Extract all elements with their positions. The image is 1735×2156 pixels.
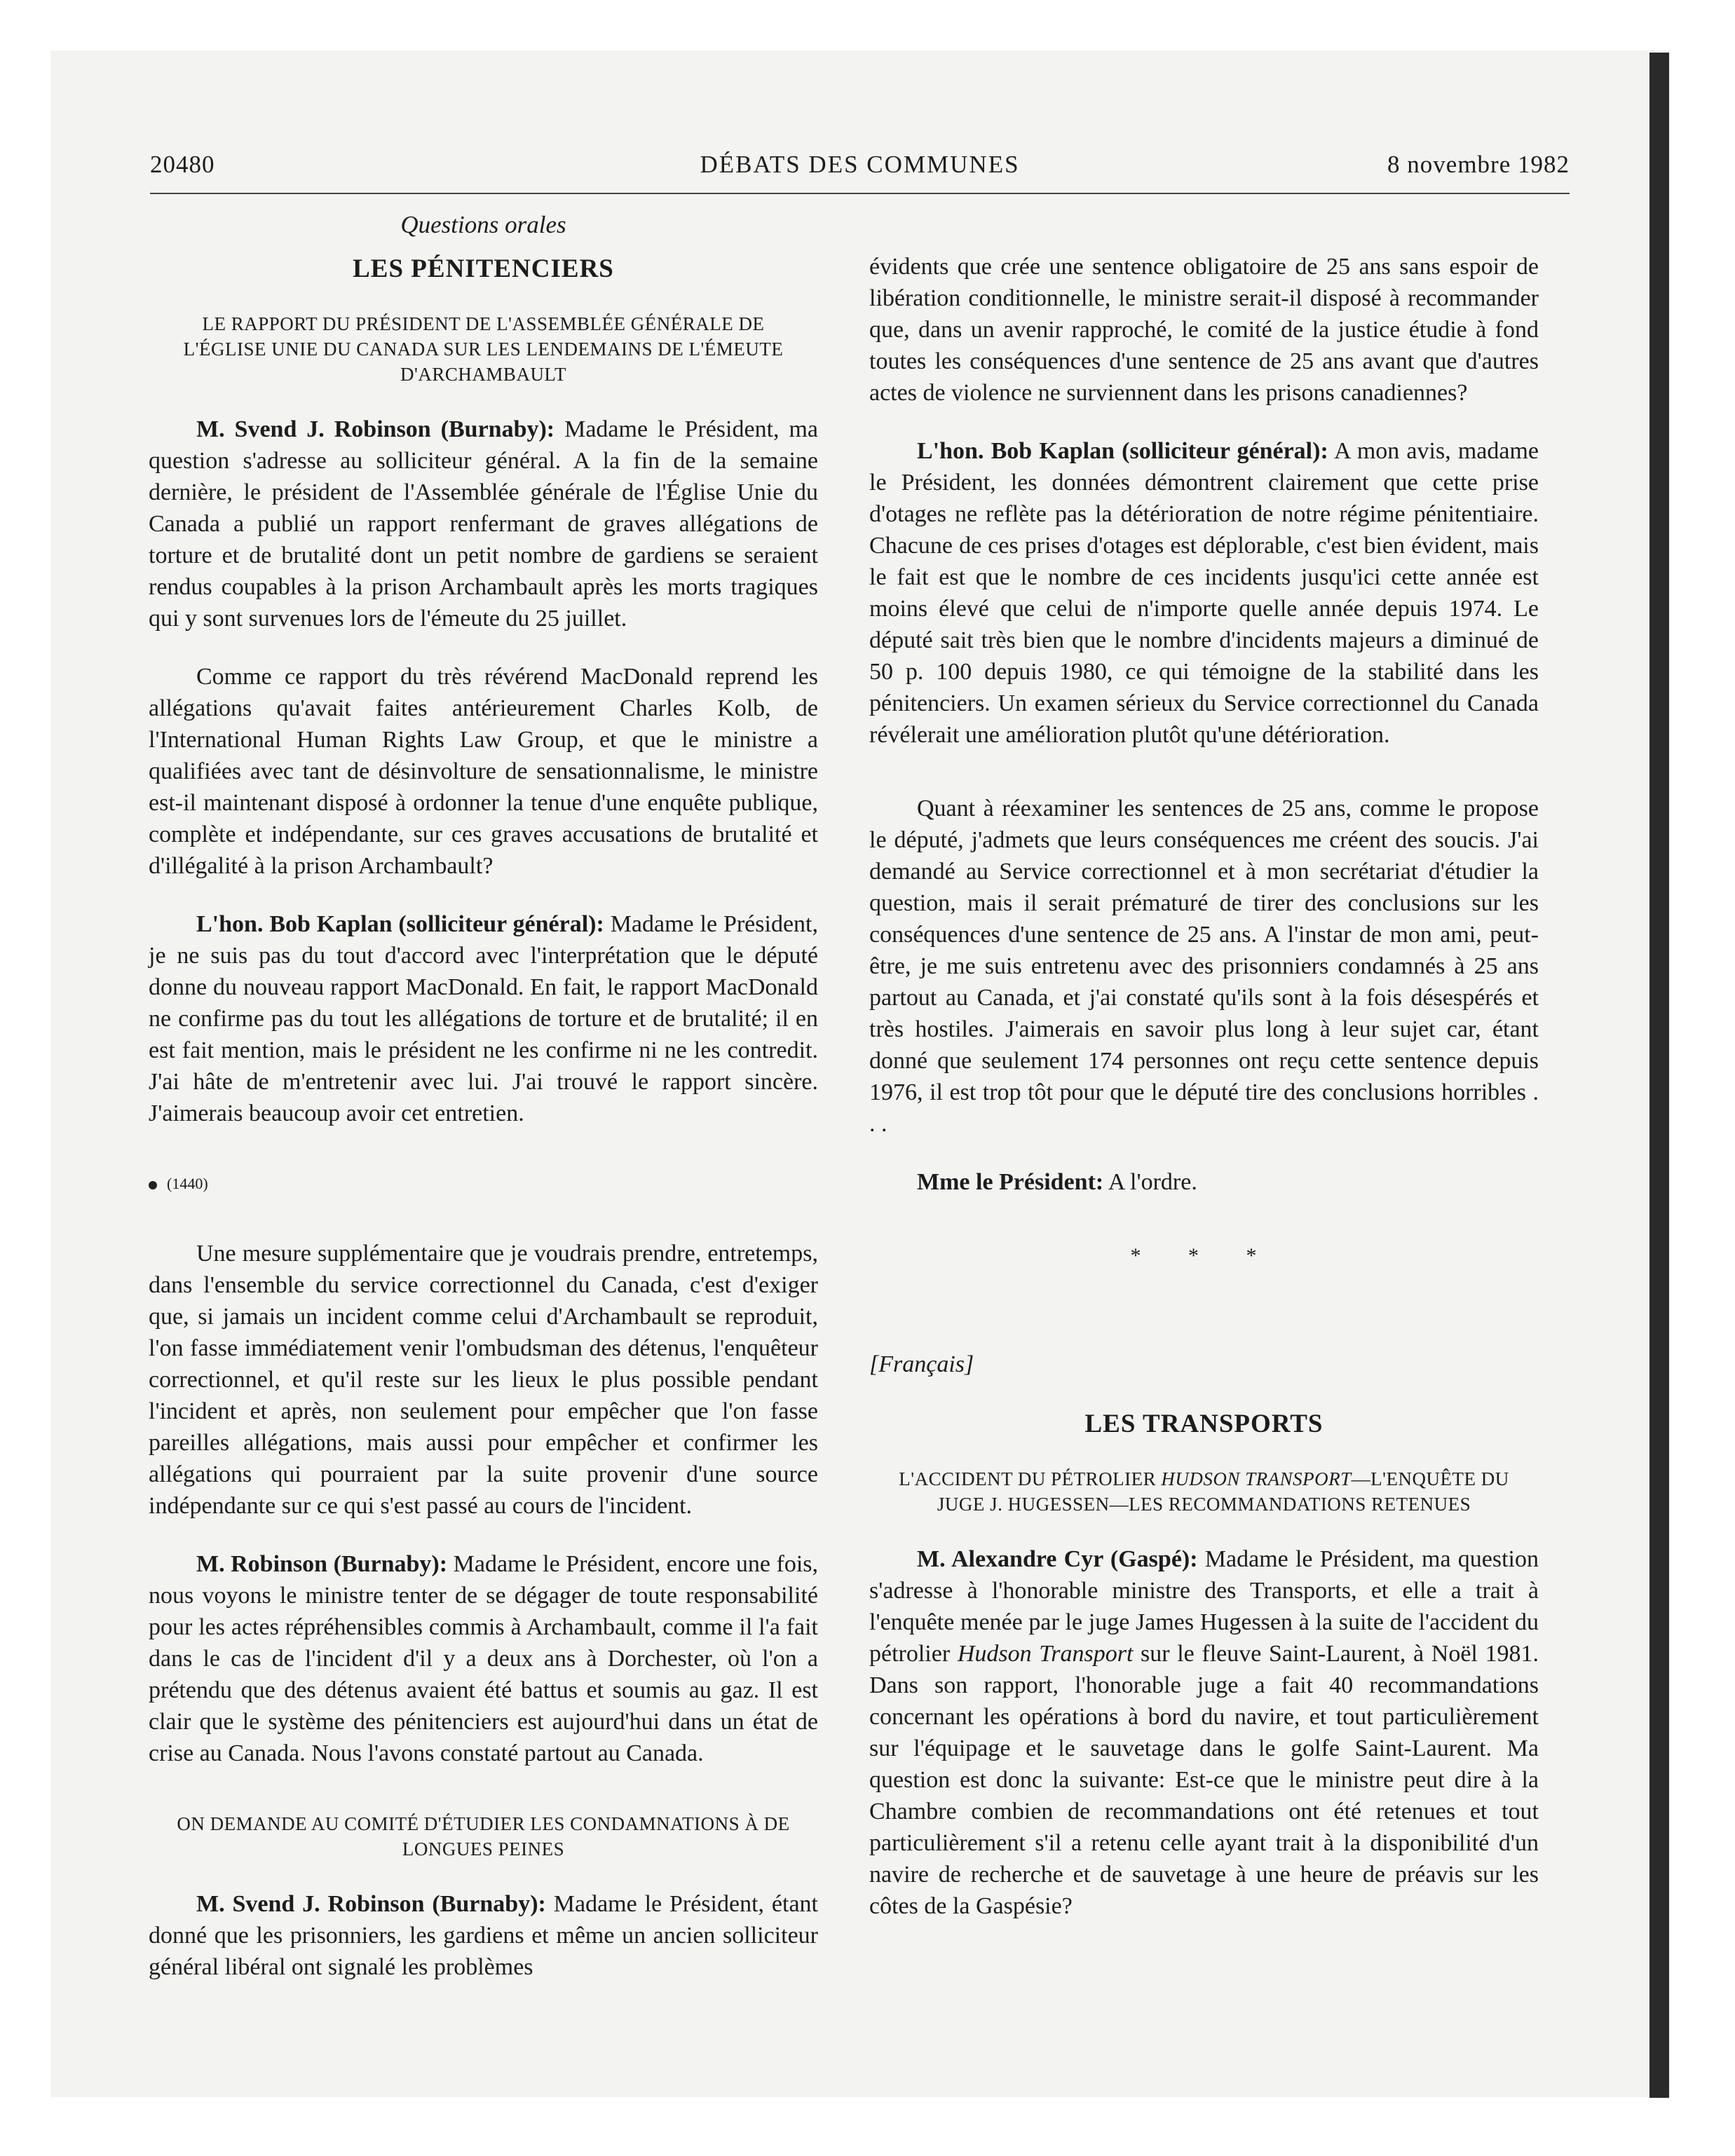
speech-paragraph [149, 414, 818, 634]
speech-paragraph [149, 1888, 818, 1983]
speaker-name: M. Robinson (Burnaby): [196, 1551, 448, 1577]
time-marker-text: (1440) [167, 1175, 208, 1192]
speaker-name: M. Svend J. Robinson (Burnaby): [196, 416, 555, 442]
section-separator: * * * [1130, 1244, 1278, 1267]
subheading: LE RAPPORT DU PRÉSIDENT DE L'ASSEMBLÉE GÉNÉRALE DE L'ÉGLISE UNIE DU CANADA SUR LES LENDEMAINS DE L'ÉMEUTE D'ARCHAMBAULT [183, 313, 784, 385]
ship-name: Hudson Transport [957, 1641, 1134, 1667]
speech-paragraph [149, 908, 818, 1129]
scan-edge-shadow [1649, 53, 1669, 2098]
left-column [149, 203, 818, 1983]
speech-text: sur le fleuve Saint-Laurent, à Noël 1981. Dans son rapport, l'honorable juge a fait 40 recommandations concernant les opérations à bord du navire, et tout particulièrement sur l'équipage et le sauvetage dans le golfe Saint-Laurent. Ma question est donc la suivante: Est-ce que le ministre peut dire à la Chambre combien de recommandations ont été retenues et tout particulièrement s'il a retenu celle ayant trait à la disponibilité d'un navire de recherche et de sauvetage à une heure de préavis sur les côtes de la Gaspésie? [869, 1641, 1539, 1919]
section-heading: LES TRANSPORTS [1084, 1410, 1324, 1438]
speech-paragraph [149, 661, 818, 882]
subheading: ON DEMANDE AU COMITÉ D'ÉTUDIER LES CONDAMNATIONS À DE LONGUES PEINES [177, 1813, 790, 1860]
speaker-name: M. Svend J. Robinson (Burnaby): [196, 1891, 546, 1917]
speech-paragraph [869, 251, 1539, 409]
speaker-name: M. Alexandre Cyr (Gaspé): [917, 1546, 1198, 1572]
subheading-text: —L'ENQUÊTE DU JUGE J. HUGESSEN—LES RECOMMANDATIONS RETENUES [937, 1468, 1509, 1515]
publication-title: DÉBATS DES COMMUNES [700, 151, 1020, 178]
speech-paragraph [149, 1238, 818, 1522]
page-header [150, 151, 1570, 194]
speech-paragraph [869, 793, 1539, 1140]
speech-paragraph [149, 1548, 818, 1769]
issue-date: 8 novembre 1982 [1387, 151, 1570, 178]
language-marker: [Français] [869, 1351, 974, 1377]
speech-text: Une mesure supplémentaire que je voudrais prendre, entretemps, dans l'ensemble du service correctionnel du Canada, c'est d'exiger que, si jamais un incident comme celui d'Archambault se reproduit, l'on fasse immédiatement venir l'ombudsman des détenus, l'enquêteur correctionnel, et qu'il reste sur les lieux le plus possible pendant l'incident et après, non seulement pour empêcher que l'on fasse pareilles allégations, mais aussi pour empêcher et confirmer les allégations qui pourraient par la suite provenir d'une source indépendante sur ce qui s'est passé au cours de l'incident. [149, 1241, 818, 1519]
speech-text: Madame le Président, étant donné que les prisonniers, les gardiens et même un ancien solliciteur général libéral ont signalé les problèmes [149, 1891, 818, 1980]
page-number: 20480 [150, 151, 215, 178]
speech-text: Madame le Président, ma question s'adresse à l'honorable ministre des Transports, et elle a trait à l'enquête menée par le juge James Hugessen à la suite de l'accident du pétrolier [869, 1546, 1539, 1667]
speech-text: Madame le Président, encore une fois, nous voyons le ministre tenter de se dégager de toute responsabilité pour les actes répréhensibles commis à Archambault, comme il l'a fait dans le cas de l'incident d'il y a deux ans à Dorchester, où l'on a prétendu que des détenus avaient été battus et soumis au gaz. Il est clair que le système des pénitenciers est aujourd'hui dans un état de crise au Canada. Nous l'avons constaté partout au Canada. [149, 1551, 819, 1766]
speech-text: A l'ordre. [1108, 1169, 1197, 1195]
speech-paragraph [869, 1166, 1539, 1198]
right-column [869, 203, 1539, 1922]
speech-text: Quant à réexaminer les sentences de 25 ans, comme le propose le député, j'admets que leurs conséquences me créent des soucis. J'ai demandé au Service correctionnel et à mon secrétariat d'étudier la question, mais il serait prématuré de tirer des conclusions sur les conséquences d'une sentence de 25 ans. A l'instar de mon ami, peut-être, je me suis entretenu avec des prisonniers condamnés à 25 ans partout au Canada, et j'ai constaté qu'ils sont à la fois désespérés et très hostiles. J'aimerais en savoir plus long à leur sujet car, étant donné que seulement 174 personnes ont reçu cette sentence depuis 1976, il est trop tôt pour que le député tire des conclusions horribles . . . [869, 796, 1539, 1137]
speech-text: A mon avis, madame le Président, les données démontrent clairement que cette prise d'otages ne reflète pas la détérioration de notre régime pénitentiaire. Chacune de ces prises d'otages est déplorable, c'est bien évident, mais le fait est que le nombre de ces incidents jusqu'ici cette année est moins élevé que celui de n'importe quelle année depuis 1974. Le député sait très bien que le nombre d'incidents majeurs a diminué de 50 p. 100 depuis 1980, ce qui témoigne de la stabilité dans les pénitenciers. Un examen sérieux du Service correctionnel du Canada révélerait une amélioration plutôt qu'une détérioration. [869, 438, 1539, 748]
speech-text: Madame le Président, ma question s'adresse au solliciteur général. A la fin de la semaine dernière, le président de l'Assemblée générale de l'Église Unie du Canada a publié un rapport renfermant de graves allégations de torture et de brutalité dont un petit nombre de gardiens se seraient rendus coupables à la prison Archambault après les morts tragiques qui y sont survenues lors de l'émeute du 25 juillet. [149, 416, 819, 632]
speaker-name: L'hon. Bob Kaplan (solliciteur général): [196, 911, 604, 937]
speaker-name: Mme le Président: [917, 1169, 1104, 1195]
speech-paragraph [869, 1543, 1539, 1922]
speech-text: Comme ce rapport du très révérend MacDonald reprend les allégations qu'avait faites antérieurement Charles Kolb, de l'International Human Rights Law Group, et que le ministre a qualifiées avec tant de désinvolture de sensationnalisme, le ministre est-il maintenant disposé à ordonner la tenue d'une enquête publique, complète et indépendante, sur ces graves accusations de brutalité et d'illégalité à la prison Archambault? [149, 664, 818, 879]
speech-text: Madame le Président, je ne suis pas du tout d'accord avec l'interprétation que le député donne du nouveau rapport MacDonald. En fait, le rapport MacDonald ne confirme pas du tout les allégations de torture et de brutalité; il en est fait mention, mais le président ne les confirme ni ne les contredit. J'ai hâte de m'entretenir avec lui. J'ai trouvé le rapport sincère. J'aimerais beaucoup avoir cet entretien. [149, 911, 818, 1126]
speaker-name: L'hon. Bob Kaplan (solliciteur général): [917, 438, 1328, 464]
subheading [883, 1466, 1525, 1517]
ship-name: HUDSON TRANSPORT [1161, 1468, 1352, 1489]
time-marker [149, 1168, 818, 1199]
speech-paragraph [869, 435, 1539, 751]
speech-text: évidents que crée une sentence obligatoire de 25 ans sans espoir de libération conditionnelle, le ministre serait-il disposé à recommander que, dans un avenir rapproché, le comité de la justice étudie à fond toutes les conséquences d'une sentence de 25 ans avant que d'autres actes de violence ne surviennent dans les prisons canadiennes? [869, 254, 1539, 406]
bullet-icon [149, 1181, 157, 1189]
rubric: Questions orales [400, 211, 566, 238]
section-heading: LES PÉNITENCIERS [353, 254, 614, 283]
subheading-text: L'ACCIDENT DU PÉTROLIER [899, 1468, 1157, 1489]
